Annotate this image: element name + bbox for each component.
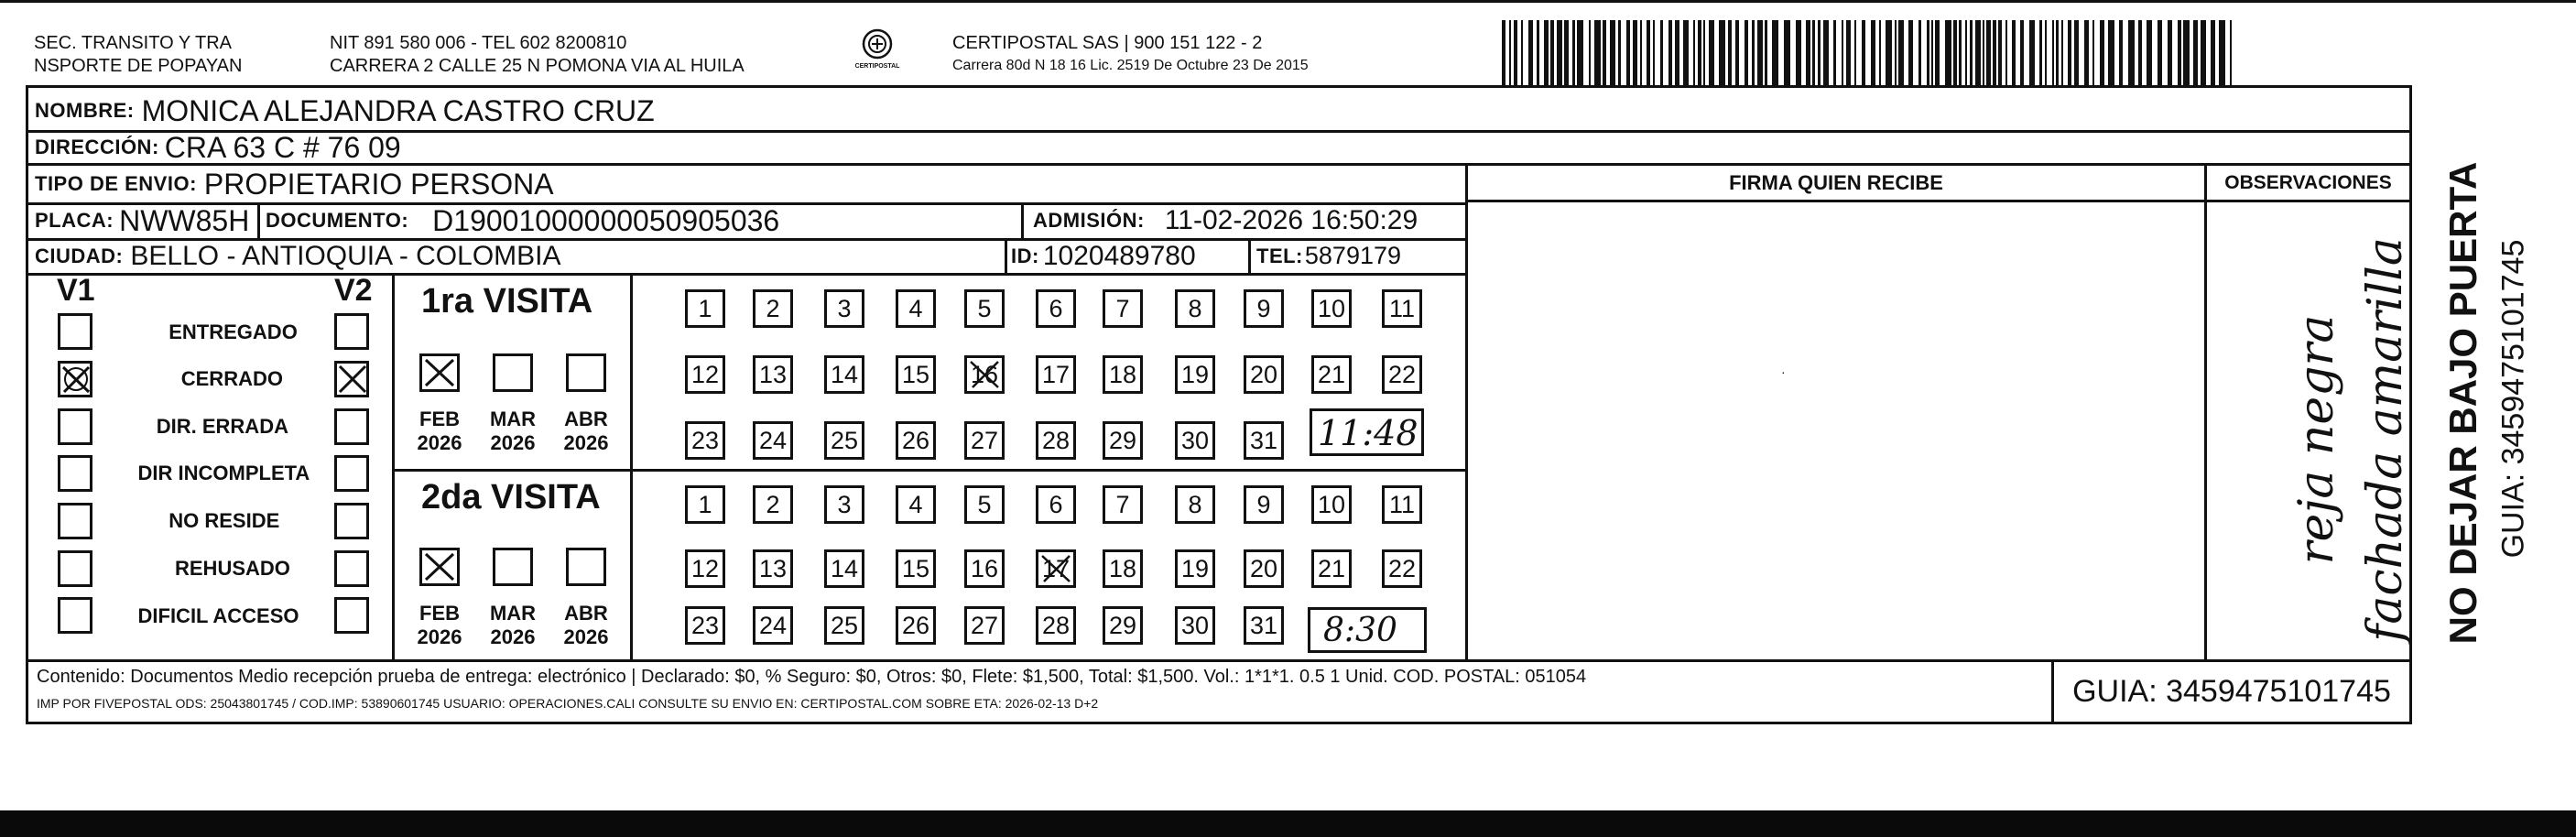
barcode-bar: [1709, 20, 1714, 86]
barcode-bar: [1927, 20, 1929, 86]
status-label: DIFICIL ACCESO: [137, 604, 299, 627]
barcode-bar: [1818, 20, 1821, 86]
observaciones-header: OBSERVACIONES: [2224, 171, 2392, 193]
rule: [1248, 238, 1251, 273]
day-mark-icon: [1038, 552, 1073, 585]
day-cell[interactable]: 12: [685, 549, 725, 588]
barcode-bar: [1745, 20, 1748, 86]
observation-note-1: reja negra: [2289, 314, 2344, 565]
day-cell[interactable]: 23: [685, 421, 725, 460]
placa-label: PLACA:: [35, 209, 114, 232]
tel-row: [1256, 239, 1401, 273]
day-cell[interactable]: 1: [685, 485, 725, 524]
barcode-bar: [2029, 20, 2035, 86]
top-border: [0, 0, 2576, 3]
day-cell[interactable]: 4: [896, 485, 936, 524]
day-cell[interactable]: 2: [753, 289, 793, 328]
barcode-bar: [1603, 20, 1606, 86]
day-cell[interactable]: 2: [753, 485, 793, 524]
barcode-bar: [1871, 20, 1875, 86]
barcode-bar: [1953, 20, 1957, 86]
barcode-bar: [1521, 20, 1523, 86]
v1-checkbox[interactable]: [58, 597, 92, 634]
barcode-bar: [1564, 20, 1569, 86]
day-cell[interactable]: 24: [753, 606, 793, 645]
nombre-row: [35, 92, 655, 130]
day-cell[interactable]: 26: [896, 421, 936, 460]
status-label: NO RESIDE: [168, 509, 280, 532]
day-cell[interactable]: 9: [1244, 289, 1284, 328]
day-cell[interactable]: 14: [824, 355, 864, 394]
barcode-bar: [1975, 20, 1981, 86]
documento-row: [266, 203, 779, 238]
day-cell[interactable]: 5: [964, 485, 1005, 524]
side-guia: GUIA: 3459475101745: [2495, 239, 2531, 559]
day-cell[interactable]: 23: [685, 606, 725, 645]
day-cell[interactable]: 15: [896, 549, 936, 588]
day-cell[interactable]: 11: [1382, 289, 1422, 328]
v2-checkbox[interactable]: [334, 455, 369, 492]
barcode-bar: [2193, 20, 2198, 86]
barcode-bar: [1502, 20, 1505, 86]
sender-entity: [34, 32, 242, 78]
day-cell[interactable]: 31: [1244, 606, 1284, 645]
barcode-bar: [1784, 20, 1790, 86]
firma-header: FIRMA QUIEN RECIBE: [1729, 170, 1943, 194]
barcode-bar: [1945, 20, 1951, 86]
day-cell[interactable]: 21: [1311, 549, 1352, 588]
month-checkbox[interactable]: [419, 548, 460, 586]
barcode-bar: [1537, 20, 1539, 86]
barcode-bar: [1610, 20, 1615, 86]
barcode-bar: [1772, 20, 1778, 86]
check-mark-icon: [337, 364, 368, 395]
direccion-label: DIRECCIÓN:: [35, 136, 159, 158]
direccion-value: CRA 63 C # 76 09: [164, 130, 401, 164]
barcode-bar: [2092, 20, 2094, 86]
barcode-bar: [1668, 20, 1672, 86]
barcode-bar: [1931, 20, 1933, 86]
v2-checkbox[interactable]: [334, 550, 369, 587]
certipostal-logo: [852, 26, 903, 70]
barcode-bar: [1528, 20, 1533, 86]
day-cell[interactable]: 19: [1175, 355, 1215, 394]
contents-line: Contenido: Documentos Medio recepción prueba de entrega: electrónico | Declarado: $0, % Seguro: $0, Otros: $0, Flete: $1,500, Total: $1,500. Vol.: 1*1*1. 0.5 1 Unid. COD. POSTAL: 051054: [37, 667, 1587, 687]
month-checkbox[interactable]: [566, 353, 606, 392]
barcode-bar: [2219, 20, 2225, 86]
rule: [257, 202, 260, 238]
second-visit-time-box: [1308, 607, 1427, 653]
address-line: CARRERA 2 CALLE 25 N POMONA VIA AL HUILA: [330, 56, 745, 76]
barcode-bar: [1752, 20, 1755, 86]
barcode-bar: [2201, 20, 2206, 86]
first-visit-time-note: 11:48: [1318, 413, 1418, 453]
nombre-value: MONICA ALEJANDRA CASTRO CRUZ: [141, 93, 655, 127]
first-visit-time-box: [1310, 408, 1424, 456]
v1-checkbox[interactable]: [58, 361, 92, 397]
ciudad-row: [35, 239, 561, 273]
barcode-bar: [2128, 20, 2135, 86]
barcode-bar: [2138, 20, 2142, 86]
barcode-bar: [1594, 20, 1601, 86]
documento-value: D19001000000050905036: [432, 203, 780, 237]
v2-checkbox[interactable]: [334, 313, 369, 350]
status-label: ENTREGADO: [168, 321, 298, 343]
barcode-bar: [2100, 20, 2104, 86]
status-label: DIR INCOMPLETA: [137, 462, 310, 484]
barcode-bar: [2168, 20, 2172, 86]
day-cell[interactable]: 31: [1244, 421, 1284, 460]
scan-edge-band: [0, 810, 2576, 837]
rule: [26, 273, 1468, 276]
check-mark-icon: [60, 364, 92, 395]
rule: [1005, 238, 1007, 273]
day-cell[interactable]: 5: [964, 289, 1005, 328]
rule: [1468, 200, 2412, 202]
day-cell[interactable]: 16: [964, 549, 1005, 588]
day-cell[interactable]: 29: [1103, 421, 1143, 460]
tipo-envio-label: TIPO DE ENVIO:: [35, 172, 197, 195]
day-cell[interactable]: 12: [685, 355, 725, 394]
barcode-bar: [1557, 20, 1562, 86]
placa-row: [35, 203, 249, 238]
barcode-bar: [2147, 20, 2152, 86]
day-mark-icon: [967, 358, 1002, 391]
barcode-bar: [1675, 20, 1679, 86]
barcode-bar: [1862, 20, 1865, 86]
barcode-bar: [1986, 20, 1991, 86]
barcode-bar: [1959, 20, 1962, 86]
day-cell[interactable]: 20: [1244, 549, 1284, 588]
barcode-bar: [2211, 20, 2215, 86]
sender-line-1: SEC. TRANSITO Y TRA: [34, 33, 232, 53]
no-dejar-bajo-puerta: NO DEJAR BAJO PUERTA: [2441, 161, 2484, 645]
day-cell[interactable]: 6: [1036, 485, 1076, 524]
id-value: 1020489780: [1042, 240, 1196, 271]
barcode-bar: [1886, 20, 1892, 86]
status-label: REHUSADO: [175, 557, 290, 580]
barcode-bar: [1698, 20, 1701, 86]
rule: [1465, 163, 1468, 659]
day-cell[interactable]: 20: [1244, 355, 1284, 394]
barcode-bar: [1898, 20, 1904, 86]
v1-checkbox[interactable]: [58, 503, 92, 539]
barcode-bar: [1589, 20, 1591, 86]
day-cell[interactable]: 17: [1036, 355, 1076, 394]
month-label: MAR 2026: [489, 408, 537, 454]
month-label: FEB 2026: [417, 408, 462, 454]
barcode-bar: [1854, 20, 1856, 86]
day-cell[interactable]: 8: [1175, 289, 1215, 328]
rule: [2204, 163, 2207, 659]
barcode-bar: [1683, 20, 1689, 86]
status-label: CERRADO: [180, 367, 283, 390]
day-cell[interactable]: 14: [824, 549, 864, 588]
observation-note-2: fachada amarilla: [2358, 237, 2413, 642]
barcode-bar: [1735, 20, 1739, 86]
day-cell[interactable]: 24: [753, 421, 793, 460]
barcode-bar: [2020, 20, 2024, 86]
barcode-bar: [1765, 20, 1767, 86]
barcode-bar: [1965, 20, 1967, 86]
month-checkbox[interactable]: [493, 548, 533, 586]
barcode-bar: [1653, 20, 1655, 86]
day-cell[interactable]: 7: [1103, 289, 1143, 328]
admision-row: [1033, 203, 1418, 238]
barcode-bar: [1572, 20, 1575, 86]
barcode-bar: [1842, 20, 1843, 86]
status-label: DIR. ERRADA: [156, 415, 288, 438]
rule: [392, 273, 395, 659]
placa-value: NWW85H: [119, 203, 250, 237]
barcode-bar: [2084, 20, 2089, 86]
second-visit-title: 2da VISITA: [421, 478, 601, 516]
barcode-bar: [2005, 20, 2007, 86]
day-cell[interactable]: 22: [1382, 355, 1422, 394]
day-cell[interactable]: 13: [753, 549, 793, 588]
barcode-bar: [2068, 20, 2071, 86]
barcode-bar: [2230, 20, 2232, 86]
barcode-bar: [1728, 20, 1732, 86]
check-mark-icon: [422, 550, 457, 583]
admision-label: ADMISIÓN:: [1033, 209, 1145, 232]
imp-line: IMP POR FIVEPOSTAL ODS: 25043801745 / COD.IMP: 53890601745 USUARIO: OPERACIONES.CALI CONSULTE SU ENVIO EN: CERTIPOSTAL.COM SOBRE ETA: 2026-02-13 D+2: [37, 696, 1099, 711]
v2-label: V2: [334, 273, 373, 308]
barcode-bar: [2039, 20, 2042, 86]
day-cell[interactable]: 15: [896, 355, 936, 394]
day-cell[interactable]: 8: [1175, 485, 1215, 524]
barcode-bar: [1806, 20, 1810, 86]
barcode-bar: [1703, 20, 1705, 86]
signature-dot: ·: [1781, 364, 1786, 379]
barcode: [1502, 20, 2234, 86]
day-cell[interactable]: 22: [1382, 549, 1422, 588]
barcode-bar: [1618, 20, 1621, 86]
barcode-bar: [1693, 20, 1695, 86]
logo-text: CERTIPOSTAL: [854, 63, 900, 70]
barcode-bar: [2012, 20, 2016, 86]
day-cell[interactable]: 29: [1103, 606, 1143, 645]
documento-label: DOCUMENTO:: [266, 209, 409, 232]
barcode-bar: [1719, 20, 1725, 86]
day-cell[interactable]: 11: [1382, 485, 1422, 524]
month-label: MAR 2026: [489, 602, 537, 648]
barcode-bar: [1993, 20, 1996, 86]
barcode-bar: [1823, 20, 1829, 86]
barcode-bar: [2056, 20, 2059, 86]
barcode-bar: [1796, 20, 1801, 86]
barcode-bar: [2052, 20, 2054, 86]
barcode-bar: [1846, 20, 1851, 86]
barcode-bar: [1879, 20, 1881, 86]
rule: [1021, 202, 1024, 238]
day-cell[interactable]: 18: [1103, 355, 1143, 394]
v1-checkbox[interactable]: [58, 550, 92, 587]
day-cell[interactable]: 16: [964, 355, 1005, 394]
barcode-bar: [1970, 20, 1973, 86]
id-label: ID:: [1011, 244, 1039, 267]
barcode-bar: [2183, 20, 2190, 86]
day-cell[interactable]: 18: [1103, 549, 1143, 588]
barcode-bar: [1660, 20, 1663, 86]
sender-contact: [330, 32, 745, 78]
barcode-bar: [1633, 20, 1637, 86]
day-cell[interactable]: 17: [1036, 549, 1076, 588]
barcode-bar: [2158, 20, 2162, 86]
day-cell[interactable]: 13: [753, 355, 793, 394]
day-cell[interactable]: 26: [896, 606, 936, 645]
logo-emblem-icon: [859, 26, 896, 62]
direccion-row: [35, 131, 401, 164]
barcode-bar: [1647, 20, 1650, 86]
month-checkbox[interactable]: [419, 353, 460, 392]
barcode-bar: [1908, 20, 1913, 86]
day-cell[interactable]: 4: [896, 289, 936, 328]
v2-checkbox[interactable]: [334, 503, 369, 539]
day-cell[interactable]: 21: [1311, 355, 1352, 394]
day-cell[interactable]: 25: [824, 606, 864, 645]
barcode-bar: [1509, 20, 1511, 86]
barcode-bar: [1895, 20, 1897, 86]
barcode-bar: [1550, 20, 1554, 86]
id-row: [1011, 239, 1196, 273]
month-checkbox[interactable]: [566, 548, 606, 586]
nombre-label: NOMBRE:: [35, 99, 135, 122]
month-label: FEB 2026: [417, 602, 462, 648]
v2-checkbox[interactable]: [334, 361, 369, 397]
barcode-bar: [1983, 20, 1984, 86]
barcode-bar: [2045, 20, 2047, 86]
first-visit-title: 1ra VISITA: [421, 282, 593, 321]
v2-checkbox[interactable]: [334, 597, 369, 634]
company-line: CERTIPOSTAL SAS | 900 151 122 - 2: [952, 33, 1263, 53]
nit-line: NIT 891 580 006 - TEL 602 8200810: [330, 33, 627, 53]
company-info: [952, 32, 1309, 77]
barcode-bar: [2108, 20, 2114, 86]
barcode-bar: [1626, 20, 1630, 86]
tel-label: TEL:: [1256, 244, 1303, 267]
month-label: ABR 2026: [563, 602, 609, 648]
barcode-bar: [1514, 20, 1517, 86]
month-label: ABR 2026: [563, 408, 609, 454]
ciudad-label: CIUDAD:: [35, 244, 124, 267]
day-cell[interactable]: 28: [1036, 606, 1076, 645]
v1-label: V1: [57, 273, 95, 308]
second-visit-time-note: 8:30: [1323, 612, 1397, 649]
rule: [392, 469, 1465, 472]
day-cell[interactable]: 28: [1036, 421, 1076, 460]
day-cell[interactable]: 27: [964, 606, 1005, 645]
admision-value: 11-02-2026 16:50:29: [1164, 205, 1418, 235]
day-cell[interactable]: 19: [1175, 549, 1215, 588]
day-cell[interactable]: 3: [824, 485, 864, 524]
barcode-bar: [2119, 20, 2123, 86]
v2-checkbox[interactable]: [334, 408, 369, 445]
month-checkbox[interactable]: [493, 353, 533, 392]
barcode-bar: [1812, 20, 1815, 86]
barcode-bar: [1757, 20, 1763, 86]
footer-guia: GUIA: 3459475101745: [2072, 674, 2391, 709]
day-cell[interactable]: 7: [1103, 485, 1143, 524]
barcode-bar: [1544, 20, 1549, 86]
barcode-bar: [1935, 20, 1940, 86]
day-cell[interactable]: 30: [1175, 606, 1215, 645]
v1-checkbox[interactable]: [58, 455, 92, 492]
barcode-bar: [2061, 20, 2063, 86]
barcode-bar: [2178, 20, 2181, 86]
day-cell[interactable]: 30: [1175, 421, 1215, 460]
day-cell[interactable]: 10: [1311, 485, 1352, 524]
barcode-bar: [2074, 20, 2079, 86]
barcode-bar: [1998, 20, 2002, 86]
tel-value: 5879179: [1304, 242, 1402, 269]
tipo-envio-row: [35, 166, 554, 202]
day-cell[interactable]: 3: [824, 289, 864, 328]
check-mark-icon: [422, 356, 457, 389]
barcode-bar: [1918, 20, 1921, 86]
day-cell[interactable]: 9: [1244, 485, 1284, 524]
ciudad-value: BELLO - ANTIOQUIA - COLOMBIA: [130, 240, 561, 271]
v1-checkbox[interactable]: [58, 313, 92, 350]
day-cell[interactable]: 6: [1036, 289, 1076, 328]
day-cell[interactable]: 1: [685, 289, 725, 328]
rule: [630, 273, 633, 659]
v1-checkbox[interactable]: [58, 408, 92, 445]
license-line: Carrera 80d N 18 16 Lic. 2519 De Octubre 23 De 2015: [952, 58, 1309, 73]
barcode-bar: [1833, 20, 1836, 86]
sender-line-2: NSPORTE DE POPAYAN: [34, 56, 243, 76]
day-cell[interactable]: 10: [1311, 289, 1352, 328]
day-cell[interactable]: 25: [824, 421, 864, 460]
barcode-bar: [1640, 20, 1642, 86]
day-cell[interactable]: 27: [964, 421, 1005, 460]
tipo-envio-value: PROPIETARIO PERSONA: [203, 167, 554, 201]
barcode-bar: [1577, 20, 1583, 86]
